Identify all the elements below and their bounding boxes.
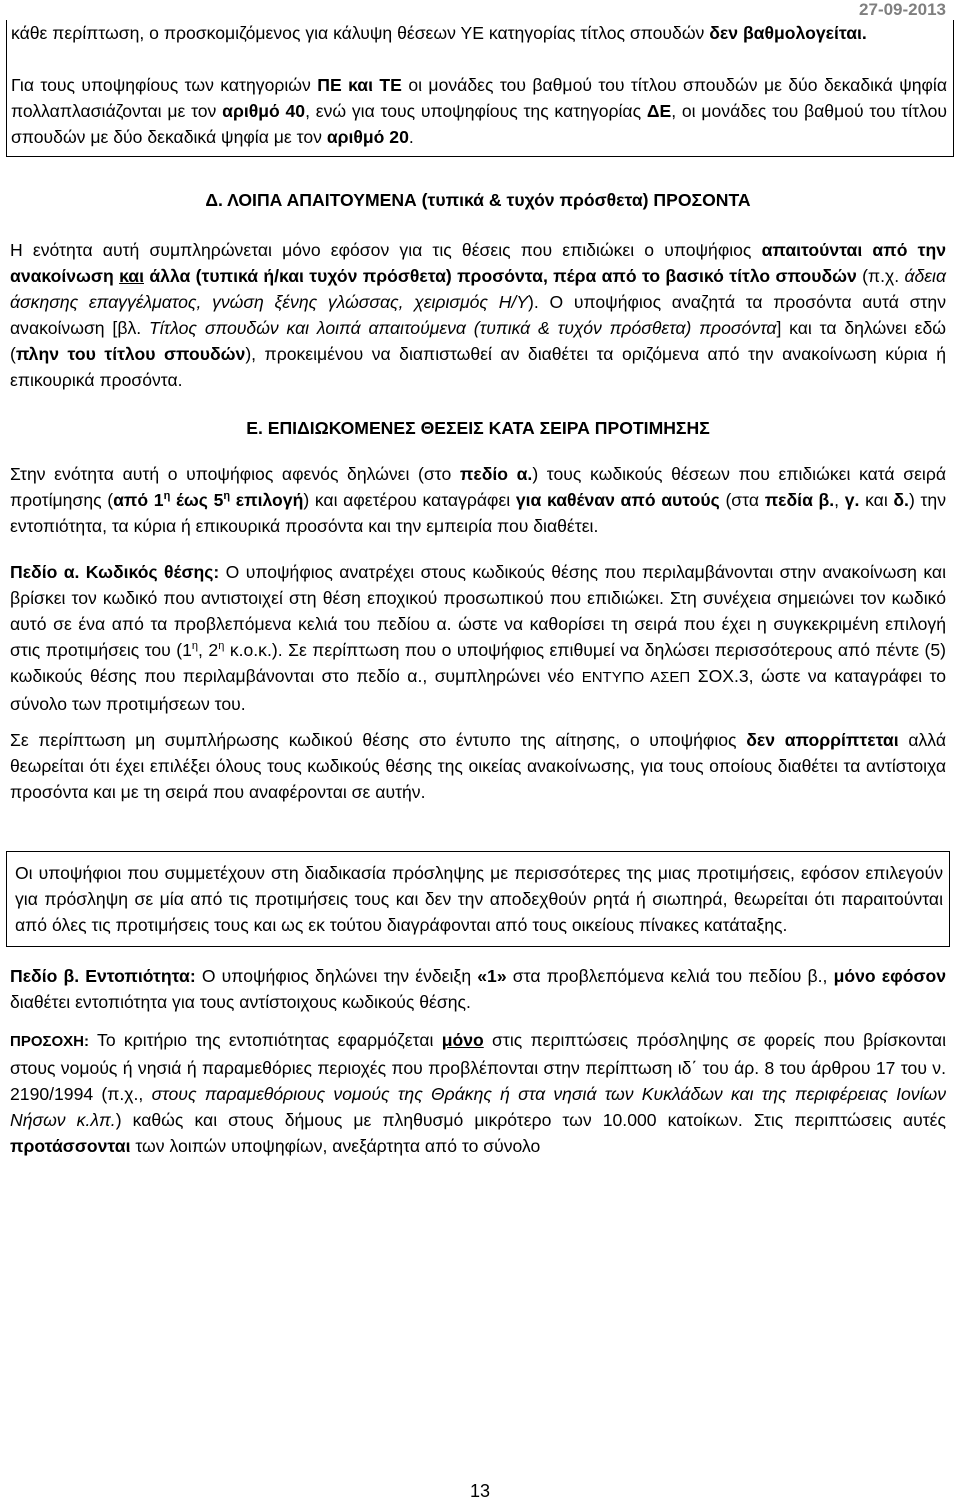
- section-e-paragraph-1: Στην ενότητα αυτή ο υποψήφιος αφενός δηλώνει (στο πεδίο α.) τους κωδικούς θέσεων που επιδιώκει κατά σειρά προτίμησης (από $1^\eta$ έως $5^\eta$ επιλογή) και αφετέρου καταγράφει για καθέναν από αυτούς (στα πεδία β., γ. και δ.) την εντοπιότητα, τα κύρια ή επικουρικά προσόντα και την εμπειρία που διαθέτει.: [10, 464, 947, 536]
- box1-paragraph-2: Για τους υποψηφίους των κατηγοριών ΠΕ και ΤΕ οι μονάδες του βαθμού του τίτλου σπουδών με δύο δεκαδικά ψηφία πολλαπλασιάζονται με τον αριθμό 40, ενώ για τους υποψηφίους της κατηγορίας ΔΕ, οι μονάδες του βαθμού του τίτλου σπουδών με δύο δεκαδικά ψηφία με τον αριθμό 20.: [11, 75, 948, 147]
- box1-paragraph-1: κάθε περίπτωση, ο προσκομιζόμενος για κάλυψη θέσεων ΥΕ κατηγορίας τίτλος σπουδών δεν βαθμολογείται.: [11, 23, 867, 43]
- field-b-paragraph: Πεδίο β. Εντοπιότητα: Ο υποψήφιος δηλώνει την ένδειξη «1» στα προβλεπόμενα κελιά του πεδίου β., μόνο εφόσον διαθέτει εντοπιότητα για τους αντίστοιχους κωδικούς θέσης.: [10, 966, 947, 1012]
- scoring-note-box: [6, 20, 954, 157]
- multiple-preferences-note-box: [6, 851, 950, 947]
- field-a-paragraph: Πεδίο α. Κωδικός θέσης: Ο υποψήφιος ανατρέχει στους κωδικούς θέσης που περιλαμβάνονται στην ανακοίνωση και βρίσκει τον κωδικό που αντιστοιχεί στη θέση εποχικού προσωπικού που επιδιώκει. Στη συνέχεια σημειώνει τον κωδικό αυτό σε ένα από τα προβλεπόμενα κελιά του πεδίου α. ώστε να καθορίσει τη σειρά που έχει η συγκεκριμένη επιλογή στις προτιμήσεις του ($1^\eta$, $2^\eta$ κ.ο.κ.). Σε περίπτωση που ο υποψήφιος επιθυμεί να δηλώσει περισσότερους από πέντε (5) κωδικούς θέσης που περιλαμβάνονται στο πεδίο α., συμπληρώνει νέο ΕΝΤΥΠΟ ΑΣΕΠ ΣΟΧ.3, ώστε να καταγράφει το σύνολο των προτιμήσεων του.: [10, 562, 947, 714]
- page-number: 13: [469, 1481, 491, 1501]
- box2-text: Οι υποψήφιοι που συμμετέχουν στη διαδικασία πρόσληψης με περισσότερες της μιας προτιμήσεις, εφόσον επιλεγούν για πρόσληψη σε μία από τις προτιμήσεις τους και δεν την αποδεχθούν ρητά ή σιωπηρά, θεωρείται ότι παραιτούνται από όλες τις προτιμήσεις τους και ως εκ τούτου διαγράφονται από τους οικείους πίνακες κατάταξης.: [15, 863, 943, 935]
- section-e-heading: Ε. ΕΠΙΔΙΩΚΟΜΕΝΕΣ ΘΕΣΕΙΣ ΚΑΤΑ ΣΕΙΡΑ ΠΡΟΤΙΜΗΣΗΣ: [246, 418, 710, 438]
- document-page: [10, 20, 946, 1159]
- attention-paragraph: ΠΡΟΣΟΧΗ: Το κριτήριο της εντοπιότητας εφαρμόζεται μόνο στις περιπτώσεις πρόσληψης σε φορείς που βρίσκονται στους νομούς ή νησιά ή παραμεθόριες περιοχές που προβλέπονται στην περίπτωση ιδ΄ του άρ. 8 του άρθρου 17 του ν. 2190/1994 (π.χ., στους παραμεθόριους νομούς της Θράκης ή στα νησιά των Κυκλάδων και της περιφέρειας Ιονίων Νήσων κ.λπ.) καθώς και στους δήμους με πληθυσμό μικρότερο των 10.000 κατοίκων. Στις περιπτώσεις αυτές προτάσσονται των λοιπών υποψηφίων, ανεξάρτητα από το σύνολο: [10, 1030, 947, 1156]
- header-date: 27-09-2013: [859, 0, 946, 19]
- no-code-paragraph: Σε περίπτωση μη συμπλήρωσης κωδικού θέσης στο έντυπο της αίτησης, ο υποψήφιος δεν απορρίπτεται αλλά θεωρείται ότι έχει επιλέξει όλους τους κωδικούς θέσης της οικείας ανακοίνωσης, για τους οποίους διαθέτει τα αντίστοιχα προσόντα και με τη σειρά που αναφέρονται σε αυτήν.: [10, 730, 946, 802]
- section-d-paragraph: Η ενότητα αυτή συμπληρώνεται μόνο εφόσον για τις θέσεις που επιδιώκει ο υποψήφιος απαιτούνται από την ανακοίνωση και άλλα (τυπικά ή/και τυχόν πρόσθετα) προσόντα, πέρα από το βασικό τίτλο σπουδών (π.χ. άδεια άσκησης επαγγέλματος, γνώση ξένης γλώσσας, χειρισμός Η/Υ). Ο υποψήφιος αναζητά τα προσόντα αυτά στην ανακοίνωση [βλ. Τίτλος σπουδών και λοιπά απαιτούμενα (τυπικά & τυχόν πρόσθετα) προσόντα] και τα δηλώνει εδώ (πλην του τίτλου σπουδών), προκειμένου να διαπιστωθεί αν διαθέτει τα οριζόμενα από την ανακοίνωση κύρια ή επικουρικά προσόντα.: [10, 240, 947, 390]
- section-d-heading: Δ. ΛΟΙΠΑ ΑΠΑΙΤΟΥΜΕΝΑ (τυπικά & τυχόν πρόσθετα) ΠΡΟΣΟΝΤΑ: [205, 190, 751, 210]
